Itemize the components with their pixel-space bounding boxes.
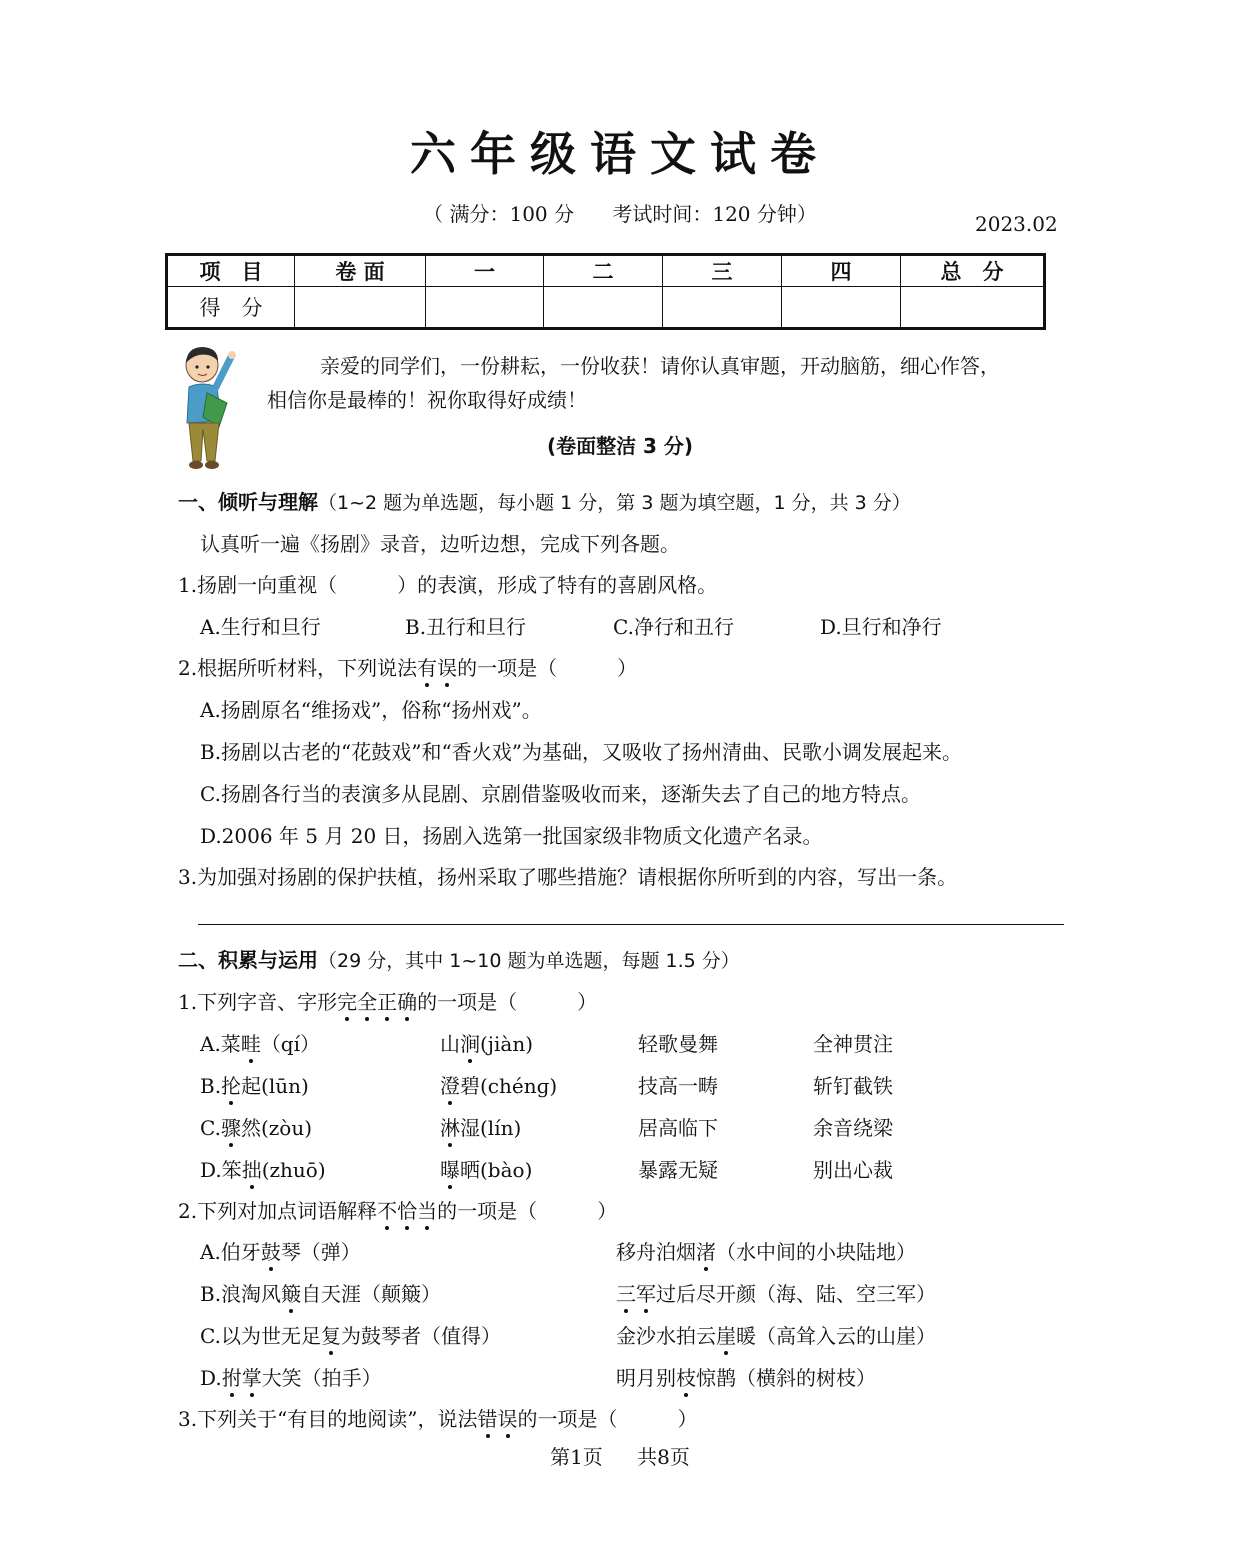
score-cell[interactable] <box>782 287 901 329</box>
emphasis-char: 军 <box>636 1278 656 1307</box>
option-d-word-2 <box>440 1154 532 1183</box>
page-number: 第1页 <box>550 1445 603 1469</box>
score-cell[interactable] <box>663 287 782 329</box>
question-1-1-stem: 1.扬剧一向重视（ ）的表演，形成了特有的喜剧风格。 <box>178 573 718 597</box>
section-2-title: 二、积累与运用 <box>178 948 318 972</box>
option-c-word-3: 居高临下 <box>638 1116 718 1140</box>
option-c-word-2 <box>440 1112 521 1141</box>
emphasis-char: 复 <box>321 1320 341 1349</box>
emphasis-char: 完 <box>337 986 357 1015</box>
option-b-right <box>616 1278 936 1307</box>
emphasis-char: 渚 <box>696 1236 716 1265</box>
text: 过后尽开颜（海、陆、空三军） <box>656 1282 936 1306</box>
exam-title: 六年级语文试卷 <box>410 127 830 181</box>
option-a-right <box>616 1236 916 1265</box>
option-a: A.扬剧原名“维扬戏”，俗称“扬州戏”。 <box>200 698 542 722</box>
option-d: D.旦行和净行 <box>820 615 942 639</box>
option-c-left <box>200 1320 501 1349</box>
emphasis-char: 簸 <box>281 1278 301 1307</box>
section-1-title: 一、倾听与理解 <box>178 490 318 514</box>
text: （qí） <box>260 1032 321 1056</box>
text: 大笑（拍手） <box>261 1366 382 1390</box>
emphasis-char: 畦 <box>241 1028 261 1057</box>
intro-line-1: 亲爱的同学们，一份耕耘，一份收获！请你认真审题，开动脑筋，细心作答， <box>320 354 1000 378</box>
header-cell: 卷 面 <box>295 255 426 287</box>
section-2-note: （29 分，其中 1~10 题为单选题，每题 1.5 分） <box>318 950 740 972</box>
emphasis-char: 枝 <box>676 1362 696 1391</box>
option-d-word-4: 别出心裁 <box>813 1158 893 1182</box>
text: 为鼓琴者（值得） <box>340 1324 501 1348</box>
stem-text: 的一项是（ ） <box>437 1199 618 1223</box>
exam-time: 考试时间：120 分钟） <box>612 202 817 226</box>
stem-text: 的一项是（ ） <box>457 656 638 680</box>
emphasis-char: 骤 <box>221 1112 241 1141</box>
emphasis-char: 三 <box>616 1278 636 1307</box>
emphasis-char: 拙 <box>242 1154 262 1183</box>
score-table-row <box>167 287 1045 329</box>
section-2-heading <box>178 944 740 973</box>
emphasis-char: 确 <box>397 986 417 1015</box>
stem-text: 3.下列关于“有目的地阅读”，说法 <box>178 1407 478 1431</box>
header-cell: 三 <box>663 255 782 287</box>
emphasis-char: 误 <box>498 1403 518 1432</box>
text: 移舟泊烟 <box>616 1240 696 1264</box>
option-d: D.2006 年 5 月 20 日，扬剧入选第一批国家级非物质文化遗产名录。 <box>200 824 823 848</box>
page-total: 共8页 <box>637 1445 690 1469</box>
option-c-word-1 <box>200 1112 312 1141</box>
option-b-word-1 <box>200 1070 309 1099</box>
stem-text: 的一项是（ ） <box>517 1407 698 1431</box>
option-c: C.扬剧各行当的表演多从昆剧、京剧借鉴吸收而来，逐渐失去了自己的地方特点。 <box>200 782 921 806</box>
section-1-note: （1~2 题为单选题，每小题 1 分，第 3 题为填空题，1 分，共 3 分） <box>318 492 911 514</box>
section-1-instruction: 认真听一遍《扬剧》录音，边听边想，完成下列各题。 <box>200 532 680 556</box>
option-a-word-3: 轻歌曼舞 <box>638 1032 718 1056</box>
option-d-right <box>616 1362 876 1391</box>
score-cell[interactable] <box>901 287 1045 329</box>
text: 湿(lín) <box>460 1116 522 1140</box>
option-d-word-3: 暴露无疑 <box>638 1158 718 1182</box>
option-a: A.生行和旦行 <box>200 615 321 639</box>
text: （水中间的小块陆地） <box>716 1240 916 1264</box>
text: 琴（弹） <box>280 1240 361 1264</box>
emphasis-char: 掌 <box>242 1362 262 1391</box>
text: 暖（高耸入云的山崖） <box>736 1324 936 1348</box>
answer-line[interactable] <box>198 924 1064 925</box>
page-footer <box>0 1441 1240 1470</box>
emphasis-char: 恰 <box>397 1195 417 1224</box>
text: 明月别 <box>616 1366 676 1390</box>
text: 自天涯（颠簸） <box>301 1282 442 1306</box>
header-cell: 总 分 <box>901 255 1045 287</box>
text: 起(lūn) <box>241 1074 309 1098</box>
question-2-1-stem <box>178 986 597 1015</box>
score-table-header <box>167 255 1045 287</box>
option-b-word-4: 斩钉截铁 <box>813 1074 893 1098</box>
text: B. <box>200 1074 222 1098</box>
text: 碧(chénɡ) <box>460 1074 558 1098</box>
text: (zhuō) <box>261 1158 326 1182</box>
text: C. <box>200 1116 221 1140</box>
option-b-word-3: 技高一畴 <box>638 1074 718 1098</box>
emphasis-char: 淋 <box>440 1112 460 1141</box>
option-d-left <box>200 1362 382 1391</box>
text: (jiàn) <box>480 1032 534 1056</box>
exam-date: 2023.02 <box>975 212 1058 236</box>
text: B.浪淘风 <box>200 1282 282 1306</box>
option-c-right <box>616 1320 936 1349</box>
text: D.笨 <box>200 1158 242 1182</box>
question-1-2-stem <box>178 652 637 681</box>
text: D. <box>200 1366 222 1390</box>
emphasis-char: 正 <box>377 986 397 1015</box>
score-cell[interactable] <box>295 287 426 329</box>
text: 惊鹊（横斜的树枝） <box>696 1366 876 1390</box>
stem-text: 2.下列对加点词语解释 <box>178 1199 378 1223</box>
question-1-3-stem: 3.为加强对扬剧的保护扶植，扬州采取了哪些措施？请根据你所听到的内容，写出一条。 <box>178 865 958 889</box>
option-c: C.净行和丑行 <box>613 615 734 639</box>
section-1-heading <box>178 486 911 515</box>
emphasis-char: 涧 <box>460 1028 480 1057</box>
option-a-word-2 <box>440 1028 533 1057</box>
text: 山 <box>440 1032 460 1056</box>
score-row-label: 得 分 <box>167 287 295 329</box>
text: A.伯牙 <box>200 1240 261 1264</box>
stem-text: 1.下列字音、字形 <box>178 990 338 1014</box>
emphasis-char: 澄 <box>440 1070 460 1099</box>
option-b: B.丑行和旦行 <box>405 615 527 639</box>
score-table <box>165 253 1046 330</box>
score-cell[interactable] <box>544 287 663 329</box>
option-a-word-4: 全神贯注 <box>813 1032 893 1056</box>
option-b-left <box>200 1278 441 1307</box>
header-cell: 二 <box>544 255 663 287</box>
option-d-word-1 <box>200 1154 326 1183</box>
score-cell[interactable] <box>426 287 544 329</box>
emphasis-char: 曝 <box>440 1154 460 1183</box>
text: A.菜 <box>200 1032 241 1056</box>
intro-line-2: 相信你是最棒的！祝你取得好成绩！ <box>267 388 587 412</box>
header-cell: 一 <box>426 255 544 287</box>
neatness-note: (卷面整洁 3 分) <box>546 434 694 458</box>
text: 然(zòu) <box>240 1116 313 1140</box>
stem-text: 的一项是（ ） <box>417 990 598 1014</box>
header-cell: 四 <box>782 255 901 287</box>
question-2-3-stem <box>178 1403 698 1432</box>
emphasis-char: 有 <box>417 652 437 681</box>
emphasis-char: 当 <box>417 1195 437 1224</box>
option-b-word-2 <box>440 1070 557 1099</box>
option-a-word-1 <box>200 1028 320 1057</box>
question-2-2-stem <box>178 1195 617 1224</box>
text: C.以为世无足 <box>200 1324 321 1348</box>
stem-text: 2.根据所听材料，下列说法 <box>178 656 418 680</box>
option-b: B.扬剧以古老的“花鼓戏”和“香火戏”为基础，又吸收了扬州清曲、民歌小调发展起来。 <box>200 740 962 764</box>
option-a-left <box>200 1236 361 1265</box>
emphasis-char: 鼓 <box>261 1236 281 1265</box>
emphasis-char: 误 <box>437 652 457 681</box>
emphasis-char: 不 <box>377 1195 397 1224</box>
full-score: （ 满分：100 分 <box>423 202 574 226</box>
emphasis-char: 错 <box>478 1403 498 1432</box>
text: 金沙水拍云 <box>616 1324 716 1348</box>
text: 晒(bào) <box>460 1158 533 1182</box>
option-c-word-4: 余音绕梁 <box>813 1116 893 1140</box>
emphasis-char: 全 <box>357 986 377 1015</box>
emphasis-char: 崖 <box>716 1320 736 1349</box>
emphasis-char: 拊 <box>222 1362 242 1391</box>
header-cell: 项 目 <box>167 255 295 287</box>
emphasis-char: 抡 <box>221 1070 241 1099</box>
